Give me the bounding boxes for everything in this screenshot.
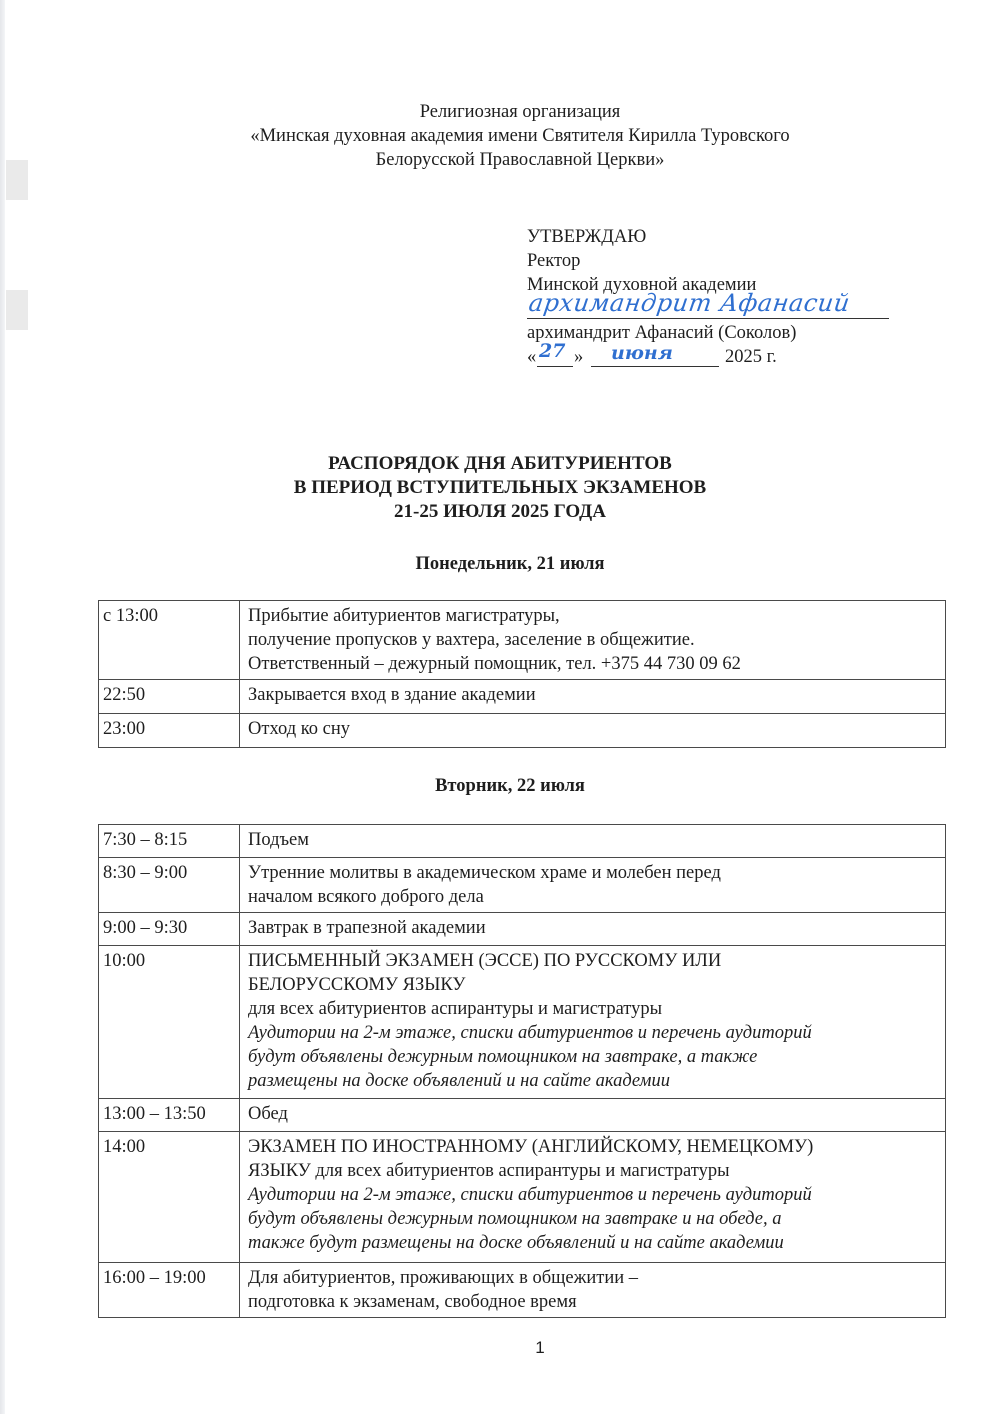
title-line: 21-25 ИЮЛЯ 2025 ГОДА bbox=[394, 501, 606, 522]
table-row bbox=[99, 714, 946, 748]
title-line: РАСПОРЯДОК ДНЯ АБИТУРИЕНТОВ bbox=[328, 453, 672, 474]
approval-date bbox=[527, 340, 947, 371]
activity-note-line: будут объявлены дежурным помощником на завтраке и на обеде, а bbox=[248, 1209, 782, 1229]
organization-header bbox=[0, 100, 1000, 172]
time-cell: 23:00 bbox=[99, 714, 240, 748]
approver-institution: Минской духовной академии bbox=[527, 275, 757, 295]
activity-line: Завтрак в трапезной академии bbox=[248, 918, 486, 938]
activity-cell bbox=[240, 913, 946, 946]
activity-cell bbox=[240, 825, 946, 858]
date-month-underline bbox=[591, 366, 719, 367]
handwritten-month: июня bbox=[611, 342, 673, 364]
org-line: Религиозная организация bbox=[419, 102, 621, 122]
table-row bbox=[99, 825, 946, 858]
activity-line: Обед bbox=[248, 1104, 288, 1124]
document-title bbox=[0, 452, 1000, 524]
time-cell: 16:00 – 19:00 bbox=[99, 1263, 240, 1318]
table-row bbox=[99, 913, 946, 946]
activity-note-line: также будут размещены на доске объявлений и на сайте академии bbox=[248, 1233, 784, 1253]
approver-position: Ректор bbox=[527, 251, 581, 271]
approval-block bbox=[527, 225, 947, 371]
activity-cell bbox=[240, 1263, 946, 1318]
handwritten-day: 27 bbox=[539, 340, 566, 362]
time-cell: 22:50 bbox=[99, 680, 240, 714]
time-cell: 9:00 – 9:30 bbox=[99, 913, 240, 946]
day-heading-monday: Понедельник, 21 июля bbox=[415, 554, 605, 574]
activity-cell bbox=[240, 946, 946, 1099]
table-row bbox=[99, 1099, 946, 1132]
activity-note-line: размещены на доске объявлений и на сайте академии bbox=[248, 1071, 670, 1091]
activity-line: началом всякого доброго дела bbox=[248, 887, 484, 907]
activity-note-line: Аудитории на 2-м этаже, списки абитуриентов и перечень аудиторий bbox=[248, 1185, 812, 1205]
activity-line: получение пропусков у вахтера, заселение в общежитие. bbox=[248, 630, 695, 650]
signature-underline bbox=[527, 318, 889, 319]
day-heading-tuesday: Вторник, 22 июля bbox=[435, 776, 585, 796]
table-row bbox=[99, 1132, 946, 1263]
date-day-underline bbox=[537, 366, 573, 367]
signature-line bbox=[527, 289, 947, 321]
activity-cell bbox=[240, 714, 946, 748]
activity-line: Отход ко сну bbox=[248, 719, 351, 739]
activity-line: Ответственный – дежурный помощник, тел. +375 44 730 09 62 bbox=[248, 654, 741, 674]
activity-line: Прибытие абитуриентов магистратуры, bbox=[248, 606, 560, 626]
activity-line: ПИСЬМЕННЫЙ ЭКЗАМЕН (ЭССЕ) ПО РУССКОМУ ИЛИ bbox=[248, 951, 722, 971]
time-cell: 8:30 – 9:00 bbox=[99, 858, 240, 913]
scan-edge bbox=[0, 0, 5, 1414]
scan-artifact bbox=[6, 290, 28, 330]
table-row bbox=[99, 946, 946, 1099]
activity-cell bbox=[240, 1099, 946, 1132]
activity-line: Закрывается вход в здание академии bbox=[248, 685, 536, 705]
time-cell: с 13:00 bbox=[99, 601, 240, 680]
table-row bbox=[99, 601, 946, 680]
approve-label: УТВЕРЖДАЮ bbox=[527, 227, 647, 247]
table-row bbox=[99, 680, 946, 714]
org-line: Белорусской Православной Церкви» bbox=[375, 150, 665, 170]
date-year: 2025 г. bbox=[725, 347, 777, 367]
activity-cell bbox=[240, 1132, 946, 1263]
activity-note-line: будут объявлены дежурным помощником на завтраке, а также bbox=[248, 1047, 758, 1067]
activity-cell bbox=[240, 680, 946, 714]
time-cell: 13:00 – 13:50 bbox=[99, 1099, 240, 1132]
schedule-table-monday bbox=[98, 600, 946, 748]
table-row bbox=[99, 858, 946, 913]
activity-line: БЕЛОРУССКОМУ ЯЗЫКУ bbox=[248, 975, 466, 995]
activity-cell bbox=[240, 858, 946, 913]
activity-line: ЯЗЫКУ для всех абитуриентов аспирантуры и магистратуры bbox=[248, 1161, 730, 1181]
schedule-table-tuesday bbox=[98, 824, 946, 1318]
page-number: 1 bbox=[535, 1338, 545, 1357]
activity-line: Подъем bbox=[248, 830, 309, 850]
table-row bbox=[99, 1263, 946, 1318]
title-line: В ПЕРИОД ВСТУПИТЕЛЬНЫХ ЭКЗАМЕНОВ bbox=[293, 477, 707, 498]
time-cell: 10:00 bbox=[99, 946, 240, 1099]
handwritten-signature: архимандрит Афанасий bbox=[527, 289, 852, 317]
activity-cell bbox=[240, 601, 946, 680]
activity-line: Для абитуриентов, проживающих в общежитии – bbox=[248, 1268, 639, 1288]
activity-line: ЭКЗАМЕН ПО ИНОСТРАННОМУ (АНГЛИЙСКОМУ, НЕМЕЦКОМУ) bbox=[248, 1137, 814, 1157]
date-close-quote: » bbox=[574, 347, 584, 367]
activity-line: для всех абитуриентов аспирантуры и магистратуры bbox=[248, 999, 663, 1019]
date-open-quote: « bbox=[527, 347, 537, 367]
time-cell: 14:00 bbox=[99, 1132, 240, 1263]
time-cell: 7:30 – 8:15 bbox=[99, 825, 240, 858]
activity-note-line: Аудитории на 2-м этаже, списки абитуриентов и перечень аудиторий bbox=[248, 1023, 812, 1043]
activity-line: Утренние молитвы в академическом храме и молебен перед bbox=[248, 863, 721, 883]
activity-line: подготовка к экзаменам, свободное время bbox=[248, 1292, 577, 1312]
signer-name: архимандрит Афанасий (Соколов) bbox=[527, 323, 797, 343]
org-line: «Минская духовная академия имени Святителя Кирилла Туровского bbox=[250, 126, 790, 146]
